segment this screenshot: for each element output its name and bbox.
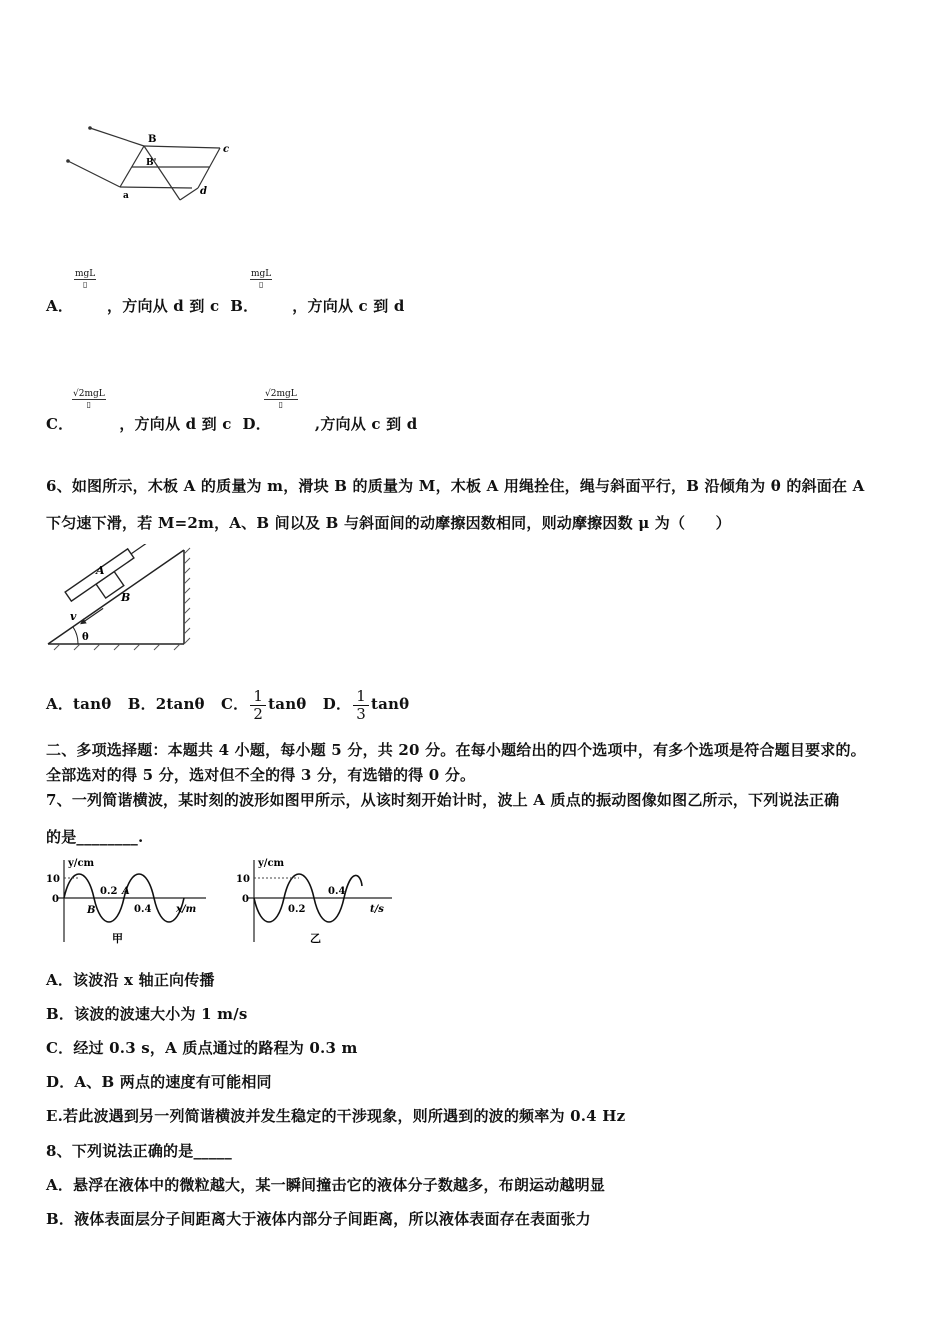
q5-figure	[40, 95, 240, 240]
q7-jia-ylabel: y/cm	[68, 858, 95, 869]
q5-option-a-fraction: mgL ▯	[75, 269, 96, 289]
q8-stem: 8、下列说法正确的是_____	[46, 1142, 232, 1160]
q7-option-a: A．该波沿 x 轴正向传播	[46, 971, 215, 989]
q5-label-d: d	[200, 186, 207, 197]
q6-label-theta: θ	[82, 632, 89, 643]
q5-options-ab	[46, 295, 405, 316]
q7-yi-t02: 0.2	[288, 904, 306, 915]
section2-line1: 二、多项选择题：本题共 4 小题，每小题 5 分，共 20 分。在每小题给出的四个选项中，有多个选项是符合题目要求的。	[46, 741, 866, 759]
q7-stem-line1: 7、一列简谐横波，某时刻的波形如图甲所示，从该时刻开始计时，波上 A 质点的振动图像如图乙所示，下列说法正确	[46, 791, 840, 809]
q6-option-c-tail: tanθ	[268, 695, 307, 713]
q7-jia-x02: 0.2	[100, 886, 118, 897]
q7-yi-caption: 乙	[310, 932, 321, 945]
q6-option-d-label: D．	[322, 695, 352, 713]
q7-yi-t04: 0.4	[328, 886, 346, 897]
q6-stem-line2: 下匀速下滑，若 M=2m，A、B 间以及 B 与斜面间的动摩擦因数相同，则动摩擦因数 μ 为（ ）	[46, 514, 731, 532]
q7-jia-xlabel: x/m	[176, 904, 197, 915]
q7-jia-B: B	[87, 905, 96, 916]
q5-label-a: a	[123, 191, 129, 201]
q5-option-c-label: C．	[46, 415, 74, 433]
q5-option-d-text: ,方向从 c 到 d	[314, 415, 418, 433]
q8-option-b: B．液体表面层分子间距离大于液体内部分子间距离，所以液体表面存在表面张力	[46, 1210, 591, 1228]
q7-graph-yi	[234, 854, 399, 949]
q5-option-b-label: B．	[230, 297, 259, 315]
q6-option-d-tail: tanθ	[370, 695, 410, 713]
q5-label-Bprime: B'	[146, 158, 157, 168]
q6-label-v: v	[70, 610, 77, 623]
q7-jia-caption: 甲	[112, 932, 123, 945]
q6-options	[46, 682, 409, 726]
q7-option-c: C．经过 0.3 s，A 质点通过的路程为 0.3 m	[46, 1039, 358, 1057]
q5-option-a-label: A．	[46, 297, 74, 315]
q6-option-c-label: C．	[221, 695, 249, 713]
q7-option-e: E.若此波遇到另一列简谐横波并发生稳定的干涉现象，则所遇到的波的频率为 0.4 Hz	[46, 1107, 626, 1125]
q7-jia-A: A	[122, 886, 130, 897]
q7-jia-x04: 0.4	[134, 904, 152, 915]
q7-yi-y0: 0	[242, 894, 249, 905]
q6-stem-line1: 6、如图所示，木板 A 的质量为 m，滑块 B 的质量为 M，木板 A 用绳拴住，绳与斜面平行，B 沿倾角为 θ 的斜面在 A	[46, 477, 865, 495]
q7-stem-line2: 的是________.	[46, 828, 144, 846]
q7-jia-y10: 10	[46, 874, 60, 885]
q7-yi-ylabel: y/cm	[258, 858, 285, 869]
q5-option-a-text: ，方向从 d 到 c	[107, 297, 220, 315]
q5-label-B: B	[148, 134, 157, 145]
q7-option-b: B．该波的波速大小为 1 m/s	[46, 1005, 248, 1023]
q6-option-a: A．tanθ	[46, 695, 112, 713]
q6-option-c-fraction: $\frac{1}{2}$	[250, 688, 266, 723]
q5-option-c-text: ，方向从 d 到 c	[119, 415, 232, 433]
q7-jia-y0: 0	[52, 894, 59, 905]
q8-option-a: A．悬浮在液体中的微粒越大，某一瞬间撞击它的液体分子数越多，布朗运动越明显	[46, 1176, 606, 1194]
q7-yi-xlabel: t/s	[370, 904, 384, 915]
q6-label-A: A	[96, 564, 105, 577]
q6-label-B: B	[121, 591, 131, 604]
q6-option-d-fraction: $\frac{1}{3}$	[353, 688, 369, 723]
q6-figure	[44, 544, 194, 652]
q5-options-cd	[46, 413, 417, 434]
q5-option-d-label: D．	[242, 415, 271, 433]
section2-line2: 全部选对的得 5 分，选对但不全的得 3 分，有选错的得 0 分。	[46, 766, 476, 784]
q5-option-c-fraction: √2mgL ▯	[73, 389, 105, 409]
q7-graph-jia	[44, 854, 214, 949]
q5-option-b-text: ，方向从 c 到 d	[292, 297, 405, 315]
q5-option-d-fraction: √2mgL ▯	[265, 389, 297, 409]
q5-option-b-fraction: mgL ▯	[251, 269, 272, 289]
q7-option-d: D．A、B 两点的速度有可能相同	[46, 1073, 272, 1091]
q6-option-b: B．2tanθ	[127, 695, 205, 713]
q5-label-c: c	[223, 144, 230, 155]
q7-yi-y10: 10	[236, 874, 250, 885]
